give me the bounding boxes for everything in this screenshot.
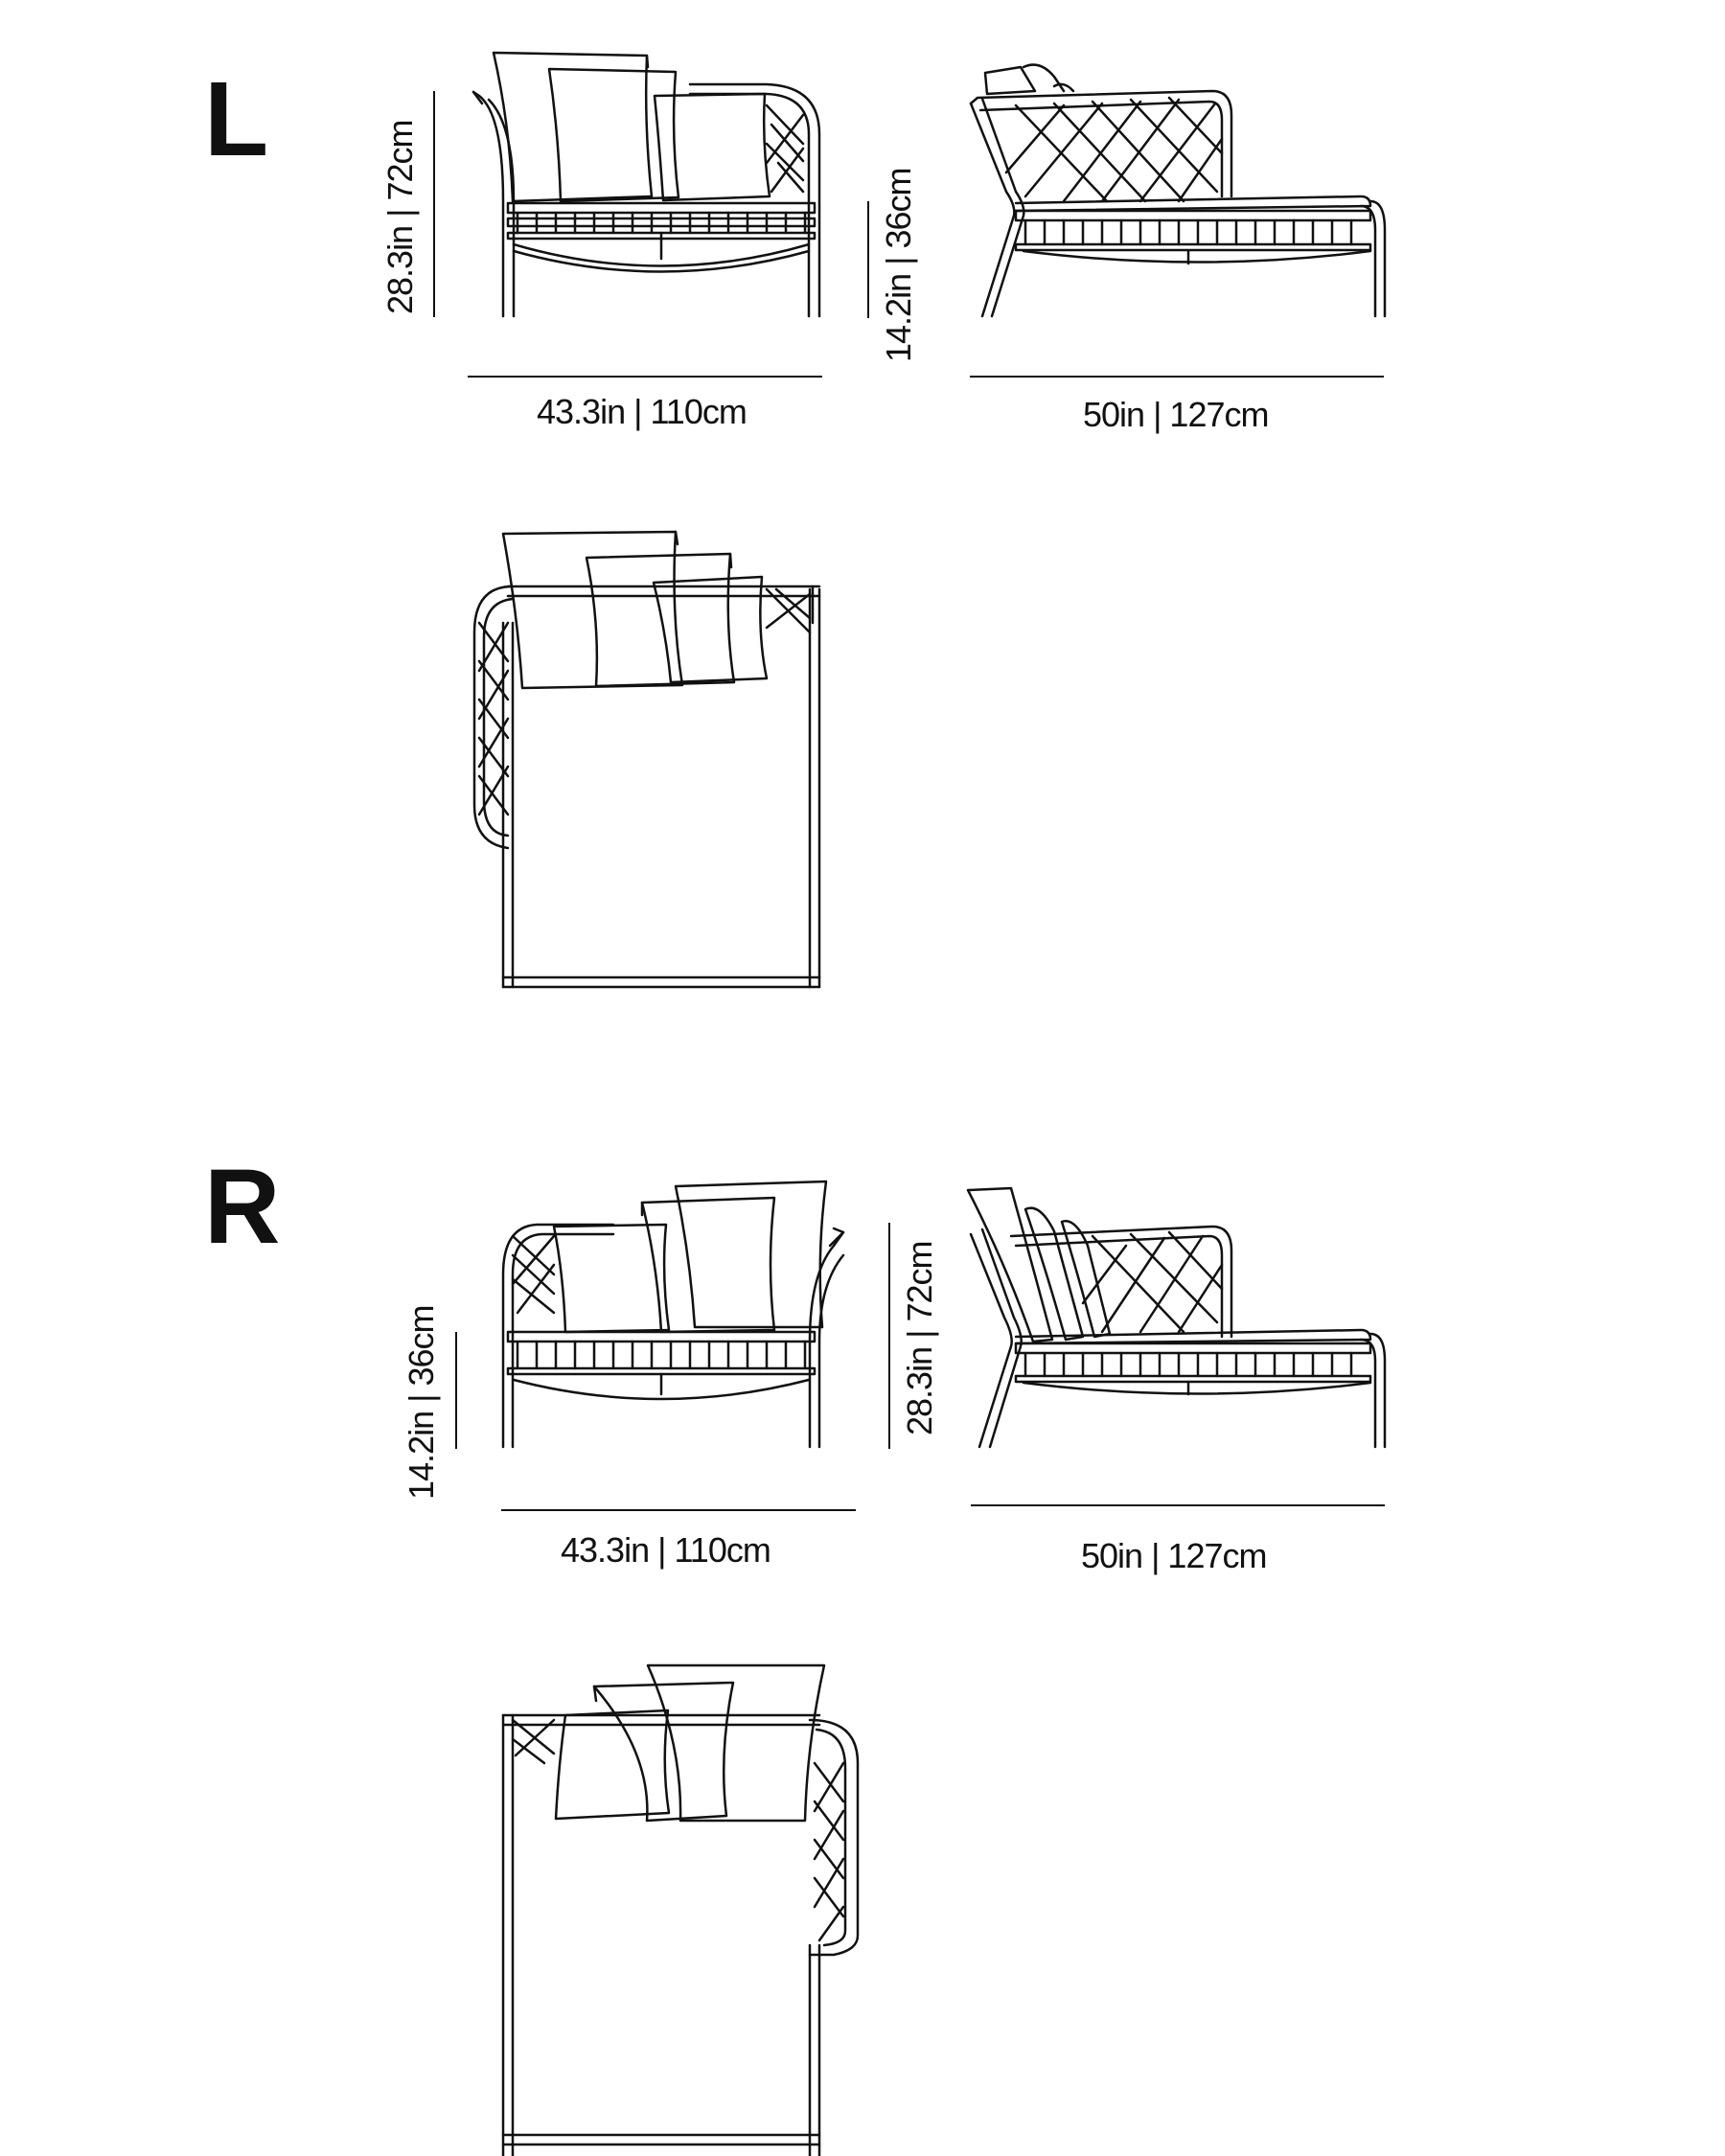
right-top-view-drawing — [503, 1665, 858, 2156]
left-side-depth-label: 50in | 127cm — [1083, 395, 1269, 434]
right-side-height-line — [888, 1223, 890, 1449]
left-side-depth-line — [970, 376, 1384, 378]
left-front-height-line — [433, 91, 435, 317]
right-front-view-drawing — [503, 1181, 843, 1447]
left-front-view-drawing — [473, 53, 819, 316]
right-seat-height-label: 14.2in | 36cm — [402, 1305, 441, 1500]
left-side-view-drawing — [971, 65, 1385, 316]
left-top-view-drawing — [474, 532, 819, 987]
left-seat-height-line — [867, 201, 869, 318]
right-front-width-label: 43.3in | 110cm — [561, 1530, 770, 1570]
right-front-width-line — [501, 1509, 856, 1511]
section-label-right: R — [204, 1148, 281, 1266]
right-seat-height-line — [455, 1332, 457, 1449]
right-side-view-drawing — [968, 1188, 1385, 1447]
right-side-height-label: 28.3in | 72cm — [900, 1241, 939, 1435]
left-front-height-label: 28.3in | 72cm — [380, 120, 420, 314]
right-side-depth-label: 50in | 127cm — [1081, 1536, 1267, 1575]
right-side-depth-line — [971, 1504, 1385, 1506]
section-label-left: L — [204, 60, 269, 178]
left-front-width-line — [468, 376, 822, 378]
left-front-width-label: 43.3in | 110cm — [537, 392, 747, 431]
left-seat-height-label: 14.2in | 36cm — [879, 168, 918, 362]
